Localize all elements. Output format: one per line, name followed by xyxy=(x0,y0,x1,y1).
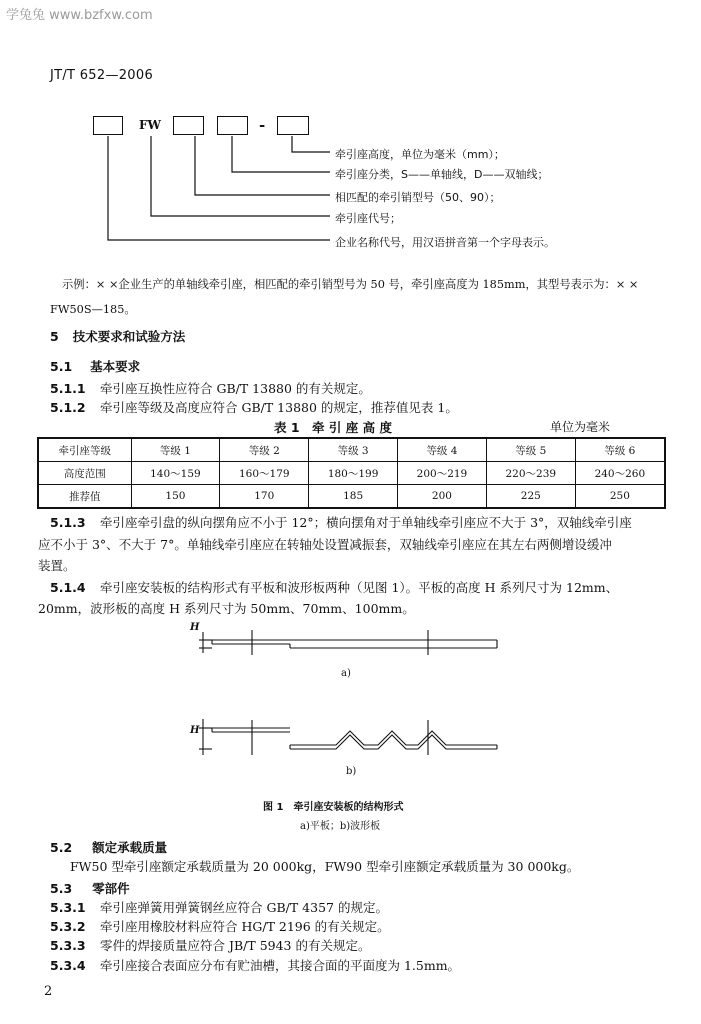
section-5-2-title: 额定承载质量 xyxy=(92,840,168,855)
table-cell: 高度范围 xyxy=(38,462,131,485)
table-cell: 200 xyxy=(398,485,487,509)
table-cell: 225 xyxy=(486,485,575,509)
fig-b-h-label: H xyxy=(190,725,200,736)
legend-pin-model: 相匹配的牵引销型号（50、90）； xyxy=(335,191,501,204)
clause-5-3-2-number: 5.3.2 xyxy=(50,919,86,934)
clause-5-1-4-text-1: 牵引座安装板的结构形式有平板和波形板两种（见图 1）。平板的高度 H 系列尺寸为 12mm、 xyxy=(100,580,619,595)
clause-5-3-3 xyxy=(50,936,370,954)
fig-label-b: b) xyxy=(346,766,357,777)
table-row xyxy=(38,438,665,462)
table-cell: 等级 4 xyxy=(398,438,487,462)
section-5-1-title: 基本要求 xyxy=(90,359,141,374)
section-5-3-title: 零部件 xyxy=(92,881,130,896)
example-line-2: FW50S—185。 xyxy=(50,303,136,316)
figure-1-subcaption: a)平板；b)波形板 xyxy=(300,821,381,832)
section-5-2-number: 5.2 xyxy=(50,840,73,855)
clause-5-3-4-number: 5.3.4 xyxy=(50,958,86,973)
legend-height: 牵引座高度，单位为毫米（mm）； xyxy=(335,148,505,161)
table-row xyxy=(38,485,665,509)
clause-5-1-4-line-2: 20mm，波形板的高度 H 系列尺寸为 50mm、70mm、100mm。 xyxy=(38,601,415,616)
table-cell: 牵引座等级 xyxy=(38,438,131,462)
table-cell: 180～199 xyxy=(309,462,398,485)
table-cell: 150 xyxy=(131,485,220,509)
table-1-unit: 单位为毫米 xyxy=(550,420,611,434)
corrugated-plate xyxy=(199,719,497,755)
table-cell: 等级 3 xyxy=(309,438,398,462)
section-5-1-number: 5.1 xyxy=(50,359,73,374)
clause-5-1-3-text-1: 牵引座牵引盘的纵向摆角应不小于 12°；横向摆角对于单轴线牵引座应不大于 3°，双轴线牵引座 xyxy=(100,515,632,530)
table-cell: 250 xyxy=(575,485,665,509)
table-cell: 170 xyxy=(220,485,309,509)
section-5-1-heading xyxy=(50,357,140,375)
clause-5-3-2 xyxy=(50,917,390,935)
example-line-1: 示例：× ×企业生产的单轴线牵引座，相匹配的牵引销型号为 50 号，牵引座高度为 185mm，其型号表示为：× × xyxy=(62,278,639,291)
legend-category: 牵引座分类，S——单轴线，D——双轴线； xyxy=(335,168,549,181)
page-number: 2 xyxy=(44,984,53,999)
clause-5-1-3-line-1 xyxy=(50,513,632,531)
table-1 xyxy=(37,437,666,509)
clause-5-2-text: FW50 型牵引座额定承载质量为 20 000kg，FW90 型牵引座额定承载质量为 30 000kg。 xyxy=(70,859,580,874)
clause-5-3-2-text: 牵引座用橡胶材料应符合 HG/T 2196 的有关规定。 xyxy=(100,919,390,934)
clause-5-3-4 xyxy=(50,956,460,974)
table-cell: 140～159 xyxy=(131,462,220,485)
flat-plate xyxy=(199,630,497,655)
clause-5-3-1-text: 牵引座弹簧用弹簧钢丝应符合 GB/T 4357 的规定。 xyxy=(100,900,388,915)
standard-code: JT/T 652—2006 xyxy=(50,68,154,83)
table-cell: 185 xyxy=(309,485,398,509)
clause-5-1-3-line-3: 装置。 xyxy=(38,558,76,573)
section-5-2-heading xyxy=(50,838,167,856)
clause-5-3-1 xyxy=(50,898,388,916)
table-1-caption: 表 1 牵 引 座 高 度 xyxy=(274,420,392,435)
section-5-3-number: 5.3 xyxy=(50,881,73,896)
clause-5-1-2 xyxy=(50,398,458,416)
table-cell: 200～219 xyxy=(398,462,487,485)
clause-5-3-4-text: 牵引座接合表面应分布有贮油槽，其接合面的平面度为 1.5mm。 xyxy=(100,958,461,973)
legend-fifth-wheel-code: 牵引座代号； xyxy=(335,212,401,225)
watermark: 学兔兔 www.bzfxw.com xyxy=(6,8,153,23)
clause-5-1-4-number: 5.1.4 xyxy=(50,580,86,595)
table-cell: 160～179 xyxy=(220,462,309,485)
figure-1-drawing xyxy=(0,615,701,790)
fig-label-a: a) xyxy=(341,668,351,679)
table-cell: 等级 6 xyxy=(575,438,665,462)
table-cell: 220～239 xyxy=(486,462,575,485)
table-cell: 等级 1 xyxy=(131,438,220,462)
section-5-title: 技术要求和试验方法 xyxy=(72,329,186,344)
fig-a-h-label: H xyxy=(190,622,200,633)
figure-1-caption: 图 1 牵引座安装板的结构形式 xyxy=(263,802,404,813)
clause-5-1-4-line-1 xyxy=(50,578,618,596)
separator-dash: - xyxy=(259,116,266,134)
section-5-number: 5 xyxy=(50,329,59,344)
section-5-heading xyxy=(50,327,185,345)
clause-5-1-3-number: 5.1.3 xyxy=(50,515,86,530)
table-cell: 等级 5 xyxy=(486,438,575,462)
fw-label: FW xyxy=(139,118,161,132)
clause-5-1-1-number: 5.1.1 xyxy=(50,381,86,396)
table-cell: 240～260 xyxy=(575,462,665,485)
legend-enterprise-code: 企业名称代号，用汉语拼音第一个字母表示。 xyxy=(335,236,555,249)
clause-5-1-2-number: 5.1.2 xyxy=(50,400,86,415)
clause-5-3-1-number: 5.3.1 xyxy=(50,900,86,915)
table-cell: 等级 2 xyxy=(220,438,309,462)
clause-5-1-3-line-2: 应不小于 3°、不大于 7°。单轴线牵引座应在转轴处设置减振套，双轴线牵引座应在其左右两侧增设缓冲 xyxy=(38,537,612,552)
clause-5-1-1-text: 牵引座互换性应符合 GB/T 13880 的有关规定。 xyxy=(100,381,371,396)
clause-5-3-3-number: 5.3.3 xyxy=(50,938,86,953)
section-5-3-heading xyxy=(50,879,130,897)
clause-5-1-2-text: 牵引座等级及高度应符合 GB/T 13880 的规定，推荐值见表 1。 xyxy=(100,400,458,415)
table-cell: 推荐值 xyxy=(38,485,131,509)
clause-5-3-3-text: 零件的焊接质量应符合 JB/T 5943 的有关规定。 xyxy=(100,938,371,953)
table-row xyxy=(38,462,665,485)
clause-5-1-1 xyxy=(50,379,371,397)
